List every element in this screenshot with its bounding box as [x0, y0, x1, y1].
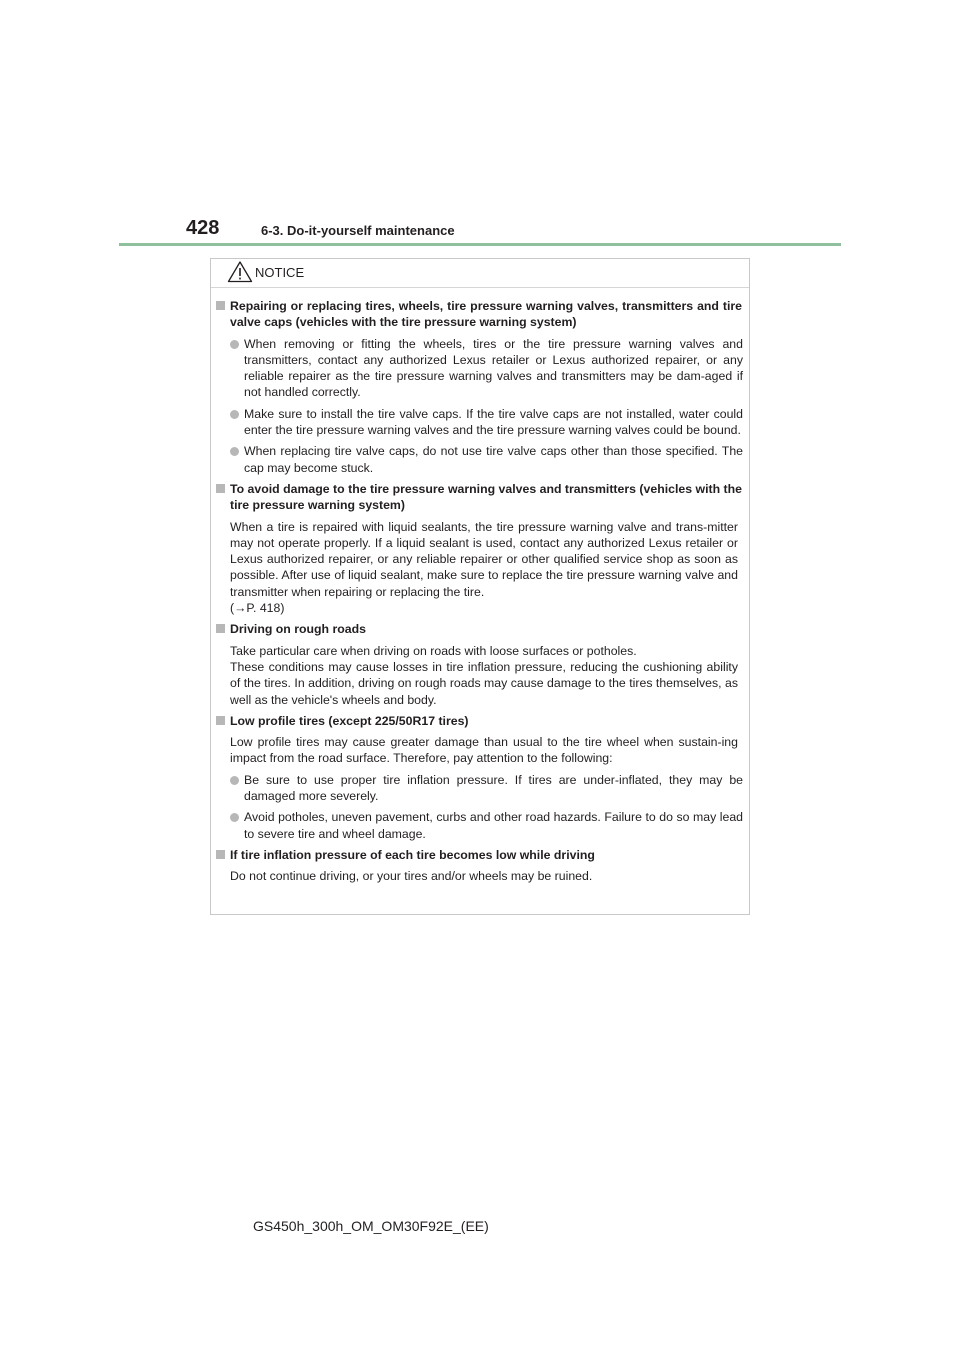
square-bullet-icon [216, 850, 225, 859]
circle-bullet-icon [230, 813, 239, 822]
bullet-item: Be sure to use proper tire inflation pressure. If tires are under-inflated, they may be damaged more severely. [211, 772, 749, 805]
square-bullet-icon [216, 716, 225, 725]
square-bullet-icon [216, 624, 225, 633]
notice-label: NOTICE [255, 265, 305, 280]
circle-bullet-icon [230, 776, 239, 785]
page-number: 428 [186, 217, 220, 239]
notice-header [211, 259, 749, 287]
notice-box [210, 258, 750, 915]
section-title: 6-3. Do-it-yourself maintenance [261, 223, 455, 238]
notice-divider [211, 287, 749, 288]
body-text: Low profile tires may cause greater damage than usual to the tire wheel when sustain-ing impact from the road surface. Therefore, pay attention to the following: [230, 735, 738, 766]
page-reference: (→P. 418) [230, 601, 285, 616]
body-text: Do not continue driving, or your tires and/or wheels may be ruined. [230, 869, 593, 884]
footer-code: GS450h_300h_OM_OM30F92E_(EE) [253, 1218, 489, 1234]
circle-bullet-icon [230, 447, 239, 456]
circle-bullet-icon [230, 410, 239, 419]
section-heading: Low profile tires (except 225/50R17 tires) [211, 713, 749, 729]
square-bullet-icon [216, 484, 225, 493]
bullet-item: When removing or fitting the wheels, tires or the tire pressure warning valves and transmitters, contact any authorized Lexus retailer or Lexus authorized repairer, or any reliable repairer as the tire pressure warning valves and transmitters may be dam-aged if not handled correctly. [211, 336, 749, 401]
notice-body [211, 298, 749, 890]
square-bullet-icon [216, 301, 225, 310]
header-rule [119, 243, 841, 246]
warning-triangle-icon [227, 260, 253, 283]
section-heading: If tire inflation pressure of each tire becomes low while driving [211, 847, 749, 863]
section-heading: To avoid damage to the tire pressure warning valves and transmitters (vehicles with the tire pressure warning system) [211, 481, 749, 514]
section-heading: Driving on rough roads [211, 621, 749, 637]
section-heading: Repairing or replacing tires, wheels, tire pressure warning valves, transmitters and tire valve caps (vehicles with the tire pressure warning system) [211, 298, 749, 331]
bullet-item: Make sure to install the tire valve caps. If the tire valve caps are not installed, water could enter the tire pressure warning valves and the tire pressure warning valves could be bound. [211, 406, 749, 439]
circle-bullet-icon [230, 340, 239, 349]
body-text: When a tire is repaired with liquid sealants, the tire pressure warning valve and trans-mitter may not operate properly. If a liquid sealant is used, contact any authorized Lexus retailer or Lexus authorized repairer, or any reliable repairer or other qualified service shop as soon as possible. After use of liquid sealant, make sure to replace the tire pressure warning valve and transmitter when repairing or replacing the tire. (→P. 418) [230, 519, 738, 616]
bullet-item: Avoid potholes, uneven pavement, curbs and other road hazards. Failure to do so may lead to severe tire and wheel damage. [211, 809, 749, 842]
body-text: Take particular care when driving on roads with loose surfaces or potholes. These conditions may cause losses in tire inflation pressure, reducing the cushioning ability of the tires. In addition, driving on rough roads may cause damage to the tires themselves, as well as the vehicle's wheels and body. [230, 643, 738, 707]
bullet-item: When replacing tire valve caps, do not use tire valve caps other than those specified. The cap may become stuck. [211, 443, 749, 476]
